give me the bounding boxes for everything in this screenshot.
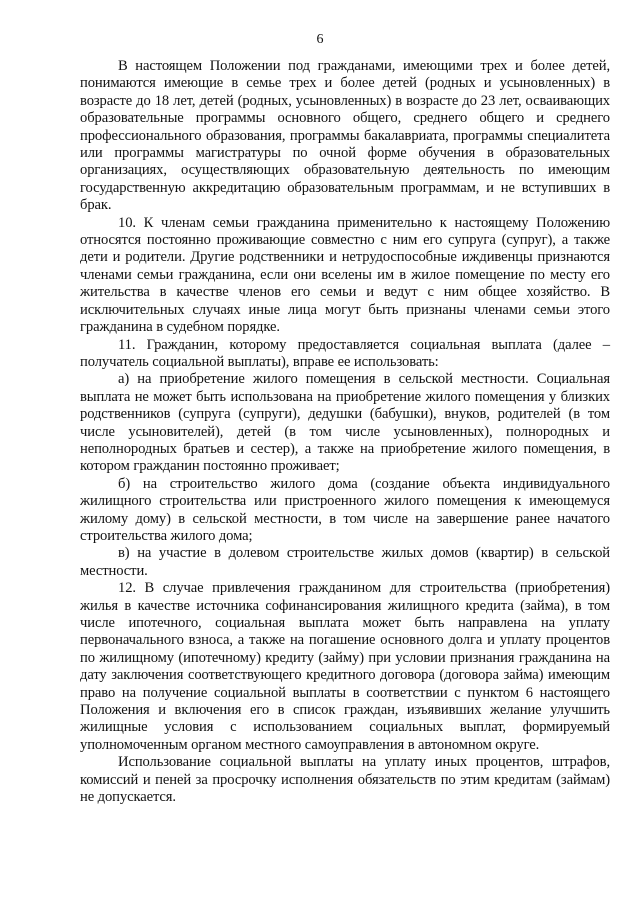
paragraph-11: 11. Гражданин, которому предоставляется социальная выплата (далее – получатель социальной выплаты), вправе ее использовать: <box>80 336 610 370</box>
paragraph-12: 12. В случае привлечения гражданином для строительства (приобретения) жилья в качестве источника софинансирования жилищного кредита (займа), в том числе ипотечного, социальная выплата может быть направлена на уплату первоначального взноса, а также на погашение основного долга и уплату процентов по жилищному (ипотечному) кредиту (займу) при условии признания гражданина на дату заключения соответствующего кредитного договора (договора займа) имеющим право на получение социальной выплаты в соответствии с пунктом 6 настоящего Положения и включения его в список граждан, изъявивших желание улучшить жилищные условия с использованием социальных выплат, формируемый уполномоченным органом местного самоуправления в автономном округе. <box>80 580 610 753</box>
paragraph-10: 10. К членам семьи гражданина применительно к настоящему Положению относятся постоянно проживающие совместно с ним его супруга (супруг), а также дети и родители. Другие родственники и нетрудоспособные иждивенцы признаются членами семьи гражданина, если они вселены им в жилое помещение по месту его жительства в качестве членов его семьи и ведут с ним общее хозяйство. В исключительных случаях иные лица могут быть признаны членами семьи этого гражданина в судебном порядке. <box>80 214 610 336</box>
paragraph-11-v: в) на участие в долевом строительстве жилых домов (квартир) в сельской местности. <box>80 545 610 579</box>
document-body <box>80 58 610 806</box>
paragraph-11-b: б) на строительство жилого дома (создание объекта индивидуального жилищного строительства или пристроенного жилого помещения к имеющемуся жилому дому) в сельской местности, в том числе на завершение ранее начатого строительства жилого дома; <box>80 475 610 544</box>
paragraph-12-continued: Использование социальной выплаты на уплату иных процентов, штрафов, комиссий и пеней за просрочку исполнения обязательств по этим кредитам (займам) не допускается. <box>80 754 610 806</box>
paragraph-11-a: а) на приобретение жилого помещения в сельской местности. Социальная выплата не может быть использована на приобретение жилого помещения у близких родственников (супруга (супруги), дедушки (бабушки), внуков, родителей (в том числе усыновителей), детей (в том числе усыновленных), полнородных и неполнородных братьев и сестер), а также на приобретение жилого помещения, в котором гражданин постоянно проживает; <box>80 371 610 475</box>
page-number: 6 <box>316 32 324 47</box>
paragraph-definition: В настоящем Положении под гражданами, имеющими трех и более детей, понимаются имеющие в семье трех и более детей (родных и усыновленных) в возрасте до 18 лет, детей (родных, усыновленных) в возрасте до 23 лет, осваивающих образовательные программы основного общего, среднего общего и среднего профессионального образования, программы бакалавриата, программы специалитета или программы магистратуры по очной форме обучения в образовательных организациях, осуществляющих образовательную деятельность по имеющим государственную аккредитацию образовательным программам, и не вступивших в брак. <box>80 58 610 214</box>
